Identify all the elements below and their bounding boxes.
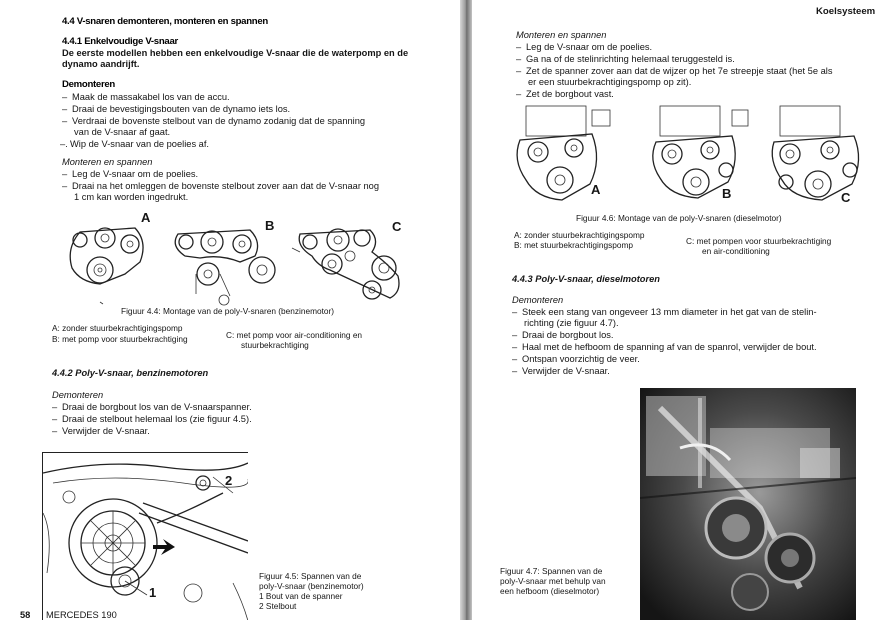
- page-number: 58: [20, 610, 31, 620]
- step: – Leg de V-snaar om de poelies.: [516, 42, 653, 52]
- step-continued: van de V-snaar af gaat.: [74, 127, 171, 137]
- figure-4-4-legend-c-cont: stuurbekrachtiging: [241, 340, 309, 350]
- figure-letter-a: A: [141, 210, 151, 225]
- figure-4-5: [42, 452, 248, 620]
- step-continued: richting (zie figuur 4.7).: [524, 318, 619, 328]
- demonteren-heading: Demonteren: [62, 79, 115, 90]
- figure-4-7-caption-3: een hefboom (dieselmotor): [500, 586, 600, 596]
- figure-4-6-legend-c-cont: en air-conditioning: [702, 246, 770, 256]
- running-header: Koelsysteem: [816, 6, 876, 17]
- demonteren-heading: Demonteren: [512, 295, 564, 305]
- step: – Draai na het omleggen de bovenste stelbout zover aan dat de V-snaar nog: [62, 181, 380, 191]
- figure-4-6-legend-a: A: zonder stuurbekrachtigingspomp: [514, 230, 645, 240]
- figure-4-4-legend-b: B: met pomp voor stuurbekrachtiging: [52, 334, 188, 344]
- diesel-belt-illustration: [470, 100, 877, 210]
- figure-4-7-photo: [640, 388, 856, 620]
- subsection-2-title: 4.4.2 Poly-V-snaar, benzinemotoren: [52, 368, 209, 378]
- demonteren-2-heading: Demonteren: [52, 390, 104, 400]
- step: – Maak de massakabel los van de accu.: [62, 92, 230, 102]
- figure-letter-a: A: [591, 182, 601, 197]
- figure-4-6-legend-b: B: met stuurbekrachtigingspomp: [514, 240, 633, 250]
- monteren-heading: Monteren en spannen: [62, 157, 153, 167]
- footer-title: MERCEDES 190: [46, 610, 117, 620]
- figure-4-5-caption-3: 1 Bout van de spanner: [259, 591, 343, 601]
- subsection-title: 4.4.3 Poly-V-snaar, dieselmotoren: [512, 274, 660, 284]
- step: – Zet de spanner zover aan dat de wijzer op het 7e streepje staat (het 5e als: [516, 66, 833, 76]
- step: – Leg de V-snaar om de poelies.: [62, 169, 199, 179]
- figure-4-5-caption-1: Figuur 4.5: Spannen van de: [259, 571, 362, 581]
- right-page: [470, 0, 877, 620]
- callout-2: 2: [225, 473, 233, 488]
- engine-drawing-illustration: [43, 453, 248, 620]
- figure-4-7-caption-2: poly-V-snaar met behulp van: [500, 576, 606, 586]
- figure-4-7-caption-1: Figuur 4.7: Spannen van de: [500, 566, 603, 576]
- figure-letter-b: B: [265, 218, 275, 233]
- intro-line-2: dynamo aandrijft.: [62, 59, 140, 69]
- step: – Ga na of de stelinrichting helemaal teruggesteld is.: [516, 54, 735, 64]
- step: – Verdraai de bovenste stelbout van de dynamo zodanig dat de spanning: [62, 116, 366, 126]
- step: – Haal met de hefboom de spanning af van de spanrol, verwijder de bout.: [512, 342, 817, 352]
- figure-letter-c: C: [841, 190, 851, 205]
- step-continued: er een stuurbekrachtigingspomp op zit).: [528, 77, 692, 87]
- step: – Steek een stang van ongeveer 13 mm diameter in het gat van de stelin-: [512, 307, 817, 317]
- step: –. Wip de V-snaar van de poelies af.: [60, 139, 210, 149]
- intro-line-1: De eerste modellen hebben een enkelvoudige V-snaar die de waterpomp en de: [62, 48, 409, 58]
- figure-letter-b: B: [722, 186, 732, 201]
- figure-letter-c: C: [392, 219, 402, 234]
- figure-4-4-legend-a: A: zonder stuurbekrachtigingspomp: [52, 323, 183, 333]
- step: – Draai de bevestigingsbouten van de dynamo iets los.: [62, 104, 291, 114]
- step: – Draai de stelbout helemaal los (zie figuur 4.5).: [52, 414, 252, 424]
- callout-1: 1: [149, 585, 157, 600]
- step: – Zet de borgbout vast.: [516, 89, 614, 99]
- step: – Verwijder de V-snaar.: [52, 426, 150, 436]
- figure-4-6-caption: Figuur 4.6: Montage van de poly-V-snaren (dieselmotor): [576, 213, 782, 223]
- monteren-heading: Monteren en spannen: [516, 30, 607, 40]
- section-title: 4.4 V-snaren demonteren, monteren en spannen: [62, 16, 268, 27]
- step: – Draai de borgbout los van de V-snaarspanner.: [52, 402, 252, 412]
- step: – Verwijder de V-snaar.: [512, 366, 610, 376]
- figure-4-6-legend-c: C: met pompen voor stuurbekrachtiging: [686, 236, 832, 246]
- figure-4-4-legend-c: C: met pomp voor air-conditioning en: [226, 330, 363, 340]
- subsection-title: 4.4.1 Enkelvoudige V-snaar: [62, 36, 178, 47]
- figure-4-5-caption-4: 2 Stelbout: [259, 601, 297, 611]
- step: – Draai de borgbout los.: [512, 330, 614, 340]
- figure-4-4-caption: Figuur 4.4: Montage van de poly-V-snaren (benzinemotor): [121, 306, 335, 316]
- engine-photo-illustration: [640, 388, 856, 620]
- step-continued: 1 cm kan worden ingedrukt.: [74, 192, 189, 202]
- figure-4-5-caption-2: poly-V-snaar (benzinemotor): [259, 581, 364, 591]
- step: – Ontspan voorzichtig de veer.: [512, 354, 640, 364]
